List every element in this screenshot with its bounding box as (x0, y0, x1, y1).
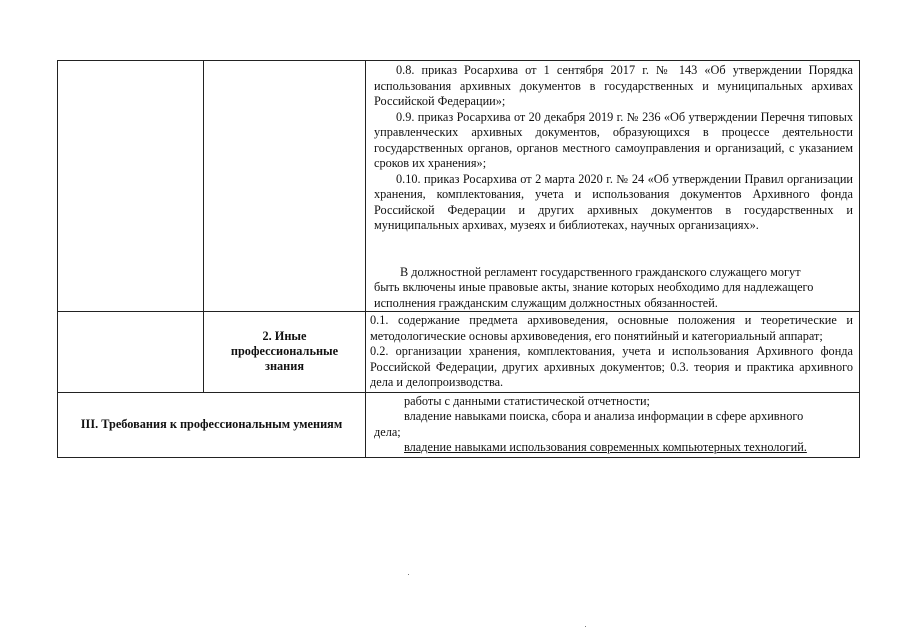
other-knowledge-cell (366, 312, 860, 393)
spacer (366, 235, 859, 265)
list-item-continuation: дела; (374, 424, 401, 439)
scan-speck (585, 626, 586, 627)
list-item: 0.8. приказ Росархива от 1 сентября 2017 г. № 143 «Об утверждении Порядка использования архивных документов в государственных и муниципальных архивах Российской Федерации»; (374, 63, 853, 108)
heading-line: профессиональные (230, 344, 339, 359)
regulation-note (366, 265, 859, 312)
heading-line: знания (265, 359, 304, 374)
skills-cell (366, 392, 860, 457)
table-row (58, 61, 860, 312)
regulation-line-2: быть включены иные правовые акты, знание которых необходимо для надлежащего (374, 280, 814, 294)
heading-line: 2. Иные (262, 329, 307, 344)
list-item: 0.9. приказ Росархива от 20 декабря 2019 г. № 236 «Об утверждении Перечня типовых управленческих архивных документов, образующихся в процессе деятельности государственных органов, органов местного самоуправления и организаций, с указанием сроков их хранения»; (374, 109, 853, 170)
empty-cell (58, 312, 204, 393)
regulation-line-1: В должностной регламент государственного гражданского служащего могут (400, 264, 801, 279)
skills-heading: III. Требования к профессиональным умениям (58, 392, 366, 457)
scan-speck (408, 574, 409, 575)
table-row (58, 392, 860, 457)
requirements-table (57, 60, 860, 458)
regulation-line-3: исполнения гражданским служащим должностных обязанностей. (374, 295, 718, 310)
list-item: 0.1. содержание предмета архивоведения, основные положения и теоретические и методологические основы архивоведения, его понятийный и категориальный аппарат; (370, 313, 853, 343)
list-item: 0.10. приказ Росархива от 2 марта 2020 г. № 24 «Об утверждении Правил организации хранения, комплектования, учета и использования документов Архивного фонда Российской Федерации и других архивных документов в государственных и муниципальных архивах, музеях и библиотеках, научных организациях». (374, 171, 853, 232)
list-item: владение навыками поиска, сбора и анализа информации в сфере архивного (404, 409, 804, 423)
other-knowledge-heading (204, 312, 366, 393)
list-item: 0.2. организации хранения, комплектования, учета и использования Архивного фонда Российской Федерации, других архивных документов; 0.3. теория и практика архивного дела и делопроизводства. (370, 344, 853, 389)
list-item: владение навыками использования современных компьютерных технологий. (404, 440, 807, 454)
empty-cell (58, 61, 204, 312)
table-row (58, 312, 860, 393)
list-item: работы с данными статистической отчетности; (404, 393, 650, 408)
empty-cell (204, 61, 366, 312)
legal-acts-cell (366, 61, 860, 312)
